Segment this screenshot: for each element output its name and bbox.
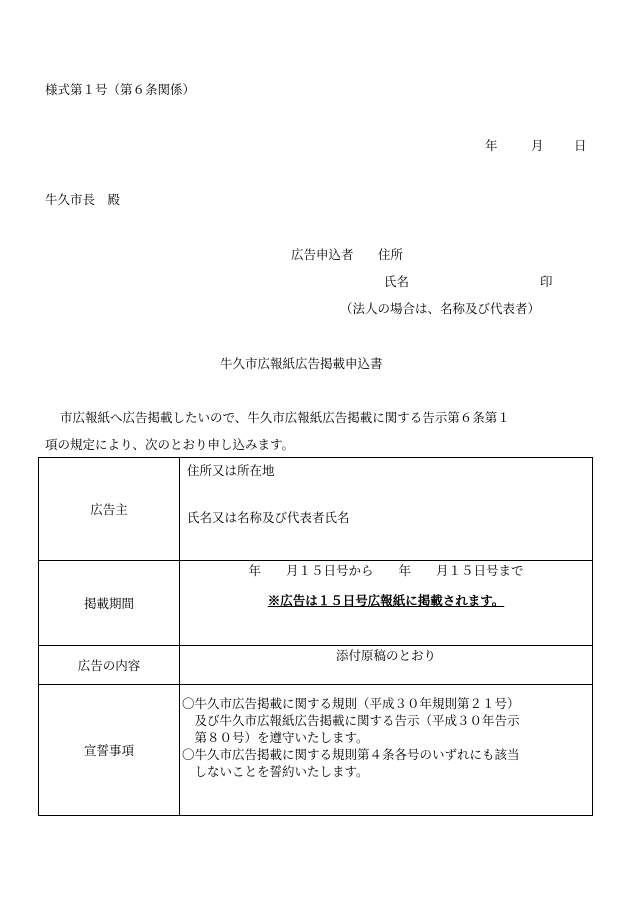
advertiser-name-label: 氏名又は名称及び代表者氏名 [187,510,350,525]
body-text-line-1: 市広報紙へ広告掲載したいので、牛久市広報紙広告掲載に関する告示第６条第１ [60,410,510,425]
oath-cell [180,685,593,816]
addressee: 牛久市長 殿 [45,192,121,207]
period-note: ※広告は１５日号広報紙に掲載されます。 [267,593,505,608]
advertiser-cell [180,458,593,561]
table-row-content [39,646,593,685]
form-number: 様式第１号（第６条関係） [45,82,196,97]
period-line: 年 月１５日号から 年 月１５日号まで [248,563,524,578]
table-row-advertiser [39,458,593,561]
corporate-note: （法人の場合は、名称及び代表者） [340,301,541,316]
date-month-label: 月 [531,138,544,153]
applicant-label: 広告申込者 [291,247,354,262]
period-cell [180,561,593,646]
table-row-oath [39,685,593,816]
oath-item-2: 〇牛久市広告掲載に関する規則第４条各号のいずれにも該当 しないことを誓約いたします。 [182,747,520,779]
oath-item-1: 〇牛久市広告掲載に関する規則（平成３０年規則第２１号） 及び牛久市広報紙広告掲載に関する告示（平成３０年告示 第８０号）を遵守いたします。 [182,696,520,745]
advertiser-header: 広告主 [39,458,180,561]
body-text-line-2: 項の規定により、次のとおり申し込みます。 [45,437,295,452]
table-row-period [39,561,593,646]
applicant-address-label: 住所 [378,247,404,262]
oath-header: 宣誓事項 [39,685,180,816]
date-year-label: 年 [485,138,498,153]
applicant-name-label: 氏名 [384,274,410,289]
seal-label: 印 [540,274,553,289]
application-table [38,457,593,816]
date-day-label: 日 [574,138,587,153]
advertiser-address-label: 住所又は所在地 [187,463,275,478]
content-header: 広告の内容 [39,646,180,685]
period-header: 掲載期間 [39,561,180,646]
content-value: 添付原稿のとおり [180,646,593,685]
document-title: 牛久市広報紙広告掲載申込書 [220,356,383,371]
